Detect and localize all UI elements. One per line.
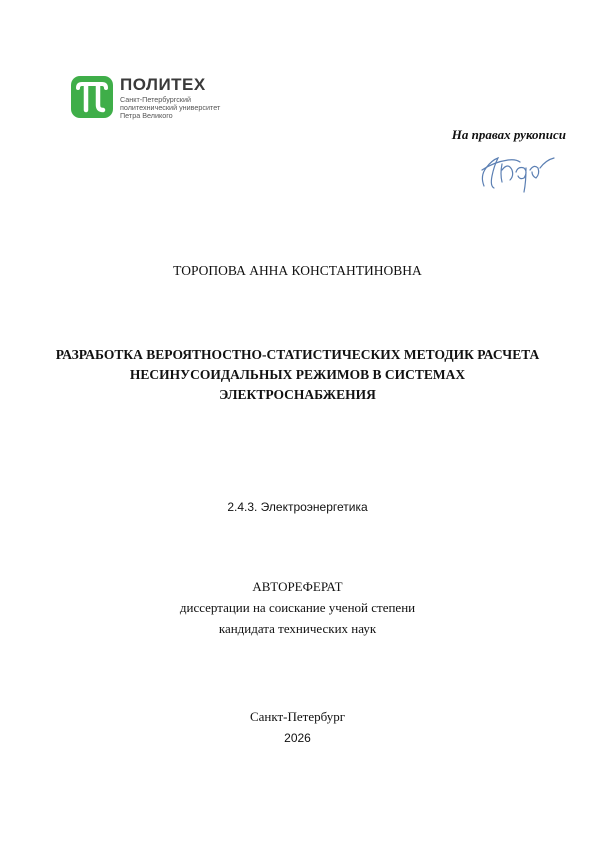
abstract-block bbox=[0, 576, 595, 639]
manuscript-rights-note: На правах рукописи bbox=[451, 127, 566, 142]
logo-subtitle-line1: Санкт-Петербургский bbox=[120, 95, 191, 104]
abstract-line-2: кандидата технических наук bbox=[218, 621, 377, 636]
dissertation-title bbox=[0, 345, 595, 405]
city: Санкт-Петербург bbox=[249, 709, 346, 724]
logo-subtitle-line2: политехнический университет bbox=[120, 103, 221, 112]
handwritten-signature-icon bbox=[474, 146, 559, 196]
specialty-code: 2.4.3. Электроэнергетика bbox=[227, 500, 368, 514]
title-line-2: НЕСИНУСОИДАЛЬНЫХ РЕЖИМОВ В СИСТЕМАХ bbox=[129, 367, 466, 382]
author-name: ТОРОПОВА АННА КОНСТАНТИНОВНА bbox=[173, 263, 422, 278]
polytech-logo-icon bbox=[71, 76, 113, 118]
title-line-1: РАЗРАБОТКА ВЕРОЯТНОСТНО-СТАТИСТИЧЕСКИХ МЕТОДИК РАСЧЕТА bbox=[55, 347, 540, 362]
logo-name: ПОЛИТЕХ bbox=[120, 75, 206, 94]
title-line-3: ЭЛЕКТРОСНАБЖЕНИЯ bbox=[219, 387, 376, 402]
abstract-heading: АВТОРЕФЕРАТ bbox=[252, 579, 343, 594]
university-logo bbox=[71, 76, 271, 124]
abstract-line-1: диссертации на соискание ученой степени bbox=[179, 600, 416, 615]
year: 2026 bbox=[284, 731, 311, 745]
logo-subtitle-line3: Петра Великого bbox=[120, 111, 173, 120]
